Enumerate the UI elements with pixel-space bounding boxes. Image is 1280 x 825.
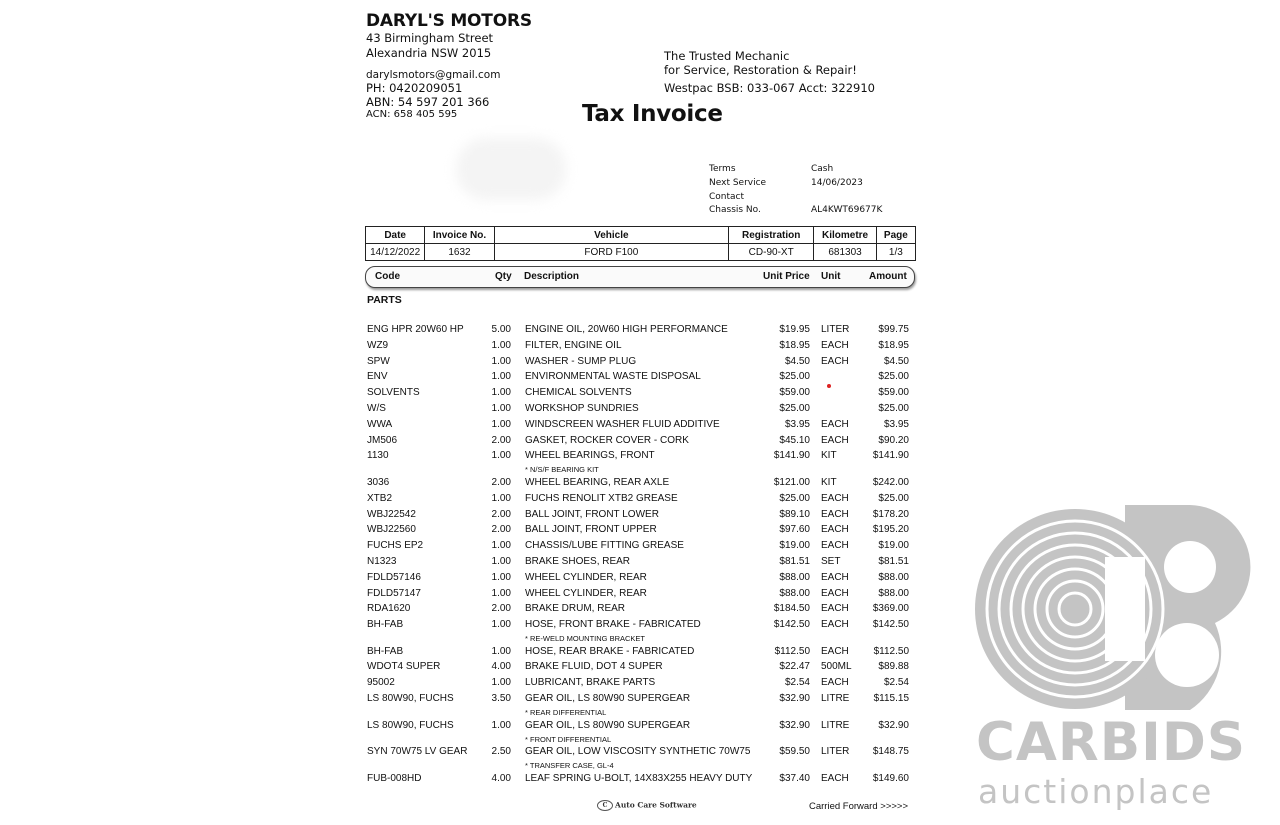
- item-unit: EACH: [821, 339, 849, 351]
- item-unit-price: $59.00: [779, 387, 810, 399]
- item-unit: EACH: [821, 492, 849, 504]
- item-qty: 1.00: [491, 339, 511, 351]
- code-column-header: Code: [375, 271, 400, 282]
- bank-details: Westpac BSB: 033-067 Acct: 322910: [664, 81, 875, 95]
- item-qty: 2.00: [491, 508, 511, 520]
- item-unit-price: $45.10: [779, 434, 810, 446]
- item-unit: EACH: [821, 540, 849, 552]
- item-amount: $178.20: [872, 508, 909, 520]
- red-mark: [827, 384, 831, 388]
- item-unit: EACH: [821, 677, 849, 689]
- item-unit-price: $81.51: [779, 555, 810, 567]
- item-amount: $149.60: [872, 772, 909, 784]
- item-description: BRAKE FLUID, DOT 4 SUPER: [525, 661, 663, 673]
- phone: PH: 0420209051: [366, 81, 463, 95]
- item-code: FDLD57146: [367, 571, 421, 583]
- item-description: GEAR OIL, LS 80W90 SUPERGEAR: [525, 693, 691, 704]
- item-qty: 1.00: [491, 387, 511, 399]
- unit-column-header: Unit: [821, 271, 841, 282]
- item-code: BH-FAB: [367, 645, 404, 657]
- item-code: ENG HPR 20W60 HP: [367, 324, 464, 335]
- item-qty: 1.00: [491, 450, 511, 462]
- item-unit-price: $142.50: [773, 619, 810, 631]
- item-code: 1130: [367, 450, 389, 462]
- address-line-2: Alexandria NSW 2015: [366, 46, 492, 60]
- item-code: FUCHS EP2: [367, 540, 424, 552]
- item-description: CHASSIS/LUBE FITTING GREASE: [525, 540, 684, 552]
- meta-label: Next Service: [709, 178, 767, 188]
- item-unit: LITER: [821, 746, 850, 757]
- item-qty: 1.00: [491, 587, 511, 599]
- item-amount: $369.00: [872, 603, 909, 615]
- item-unit: EACH: [821, 418, 849, 430]
- item-amount: $148.75: [872, 746, 909, 757]
- item-unit-price: $88.00: [779, 571, 810, 583]
- item-code: FUB-008HD: [367, 772, 422, 784]
- abn: ABN: 54 597 201 366: [366, 95, 490, 109]
- item-unit: EACH: [821, 524, 849, 536]
- watermark-brand: CARBIDS: [976, 712, 1247, 773]
- item-code: SPW: [367, 355, 390, 367]
- section-label-parts: PARTS: [367, 294, 402, 306]
- item-amount: $112.50: [873, 645, 909, 657]
- logo-b-lower-counter: [1155, 623, 1219, 687]
- item-code: WDOT4 SUPER: [367, 661, 441, 673]
- vehicle-value: FORD F100: [494, 244, 728, 261]
- item-code: ENV: [367, 371, 388, 383]
- item-unit: LITRE: [821, 719, 850, 731]
- page-header: Page: [876, 227, 915, 244]
- item-qty: 1.00: [491, 540, 511, 552]
- item-unit: LITRE: [821, 693, 850, 704]
- item-unit: EACH: [821, 355, 849, 367]
- item-code: W/S: [367, 403, 386, 414]
- item-description: FILTER, ENGINE OIL: [525, 339, 622, 351]
- item-qty: 3.50: [491, 693, 511, 704]
- item-amount: $25.00: [878, 492, 909, 504]
- item-description: WORKSHOP SUNDRIES: [525, 403, 639, 414]
- item-unit-price: $18.95: [779, 339, 810, 351]
- meta-label: Contact: [709, 192, 745, 202]
- document-title: Tax Invoice: [582, 101, 723, 127]
- invoice-info-table: [365, 226, 916, 261]
- item-unit-price: $121.00: [773, 476, 810, 488]
- item-qty: 2.00: [491, 476, 511, 488]
- item-code: N1323: [367, 555, 397, 567]
- item-description: LEAF SPRING U-BOLT, 14X83X255 HEAVY DUTY: [525, 772, 753, 784]
- item-amount: $242.00: [872, 476, 909, 488]
- item-code: XTB2: [367, 492, 393, 504]
- meta-value: 14/06/2023: [811, 178, 863, 188]
- item-code: WBJ22560: [367, 524, 416, 536]
- tagline-1: The Trusted Mechanic: [664, 49, 790, 63]
- item-unit-price: $25.00: [779, 492, 810, 504]
- item-description: BRAKE SHOES, REAR: [525, 555, 631, 567]
- item-unit: KIT: [821, 476, 837, 488]
- item-code: WBJ22542: [367, 508, 416, 520]
- item-unit-price: $141.90: [773, 450, 810, 462]
- invoice-no-value: 1632: [425, 244, 494, 261]
- amount-column-header: Amount: [869, 271, 907, 282]
- item-unit-price: $89.10: [779, 508, 810, 520]
- item-amount: $18.95: [878, 339, 909, 351]
- item-qty: 1.00: [491, 418, 511, 430]
- item-description: WASHER - SUMP PLUG: [525, 355, 637, 367]
- item-unit-price: $4.50: [784, 355, 810, 367]
- item-description: BALL JOINT, FRONT UPPER: [525, 524, 657, 536]
- item-description: ENGINE OIL, 20W60 HIGH PERFORMANCE: [525, 324, 728, 335]
- item-unit-price: $22.47: [779, 661, 810, 673]
- item-qty: 1.00: [491, 719, 511, 731]
- item-amount: $32.90: [878, 719, 909, 731]
- item-qty: 5.00: [491, 324, 511, 335]
- registration-value: CD-90-XT: [728, 244, 813, 261]
- registration-header: Registration: [728, 227, 813, 244]
- item-qty: 2.00: [491, 603, 511, 615]
- item-amount: $59.00: [878, 387, 909, 399]
- acn: ACN: 658 405 595: [366, 109, 458, 120]
- item-unit-price: $25.00: [779, 371, 810, 383]
- item-amount: $25.00: [878, 371, 909, 383]
- item-amount: $195.20: [872, 524, 909, 536]
- item-code: 3036: [367, 476, 390, 488]
- item-amount: $142.50: [872, 619, 909, 631]
- item-description: WHEEL CYLINDER, REAR: [525, 587, 647, 599]
- qty-column-header: Qty: [495, 271, 512, 282]
- kilometre-value: 681303: [814, 244, 876, 261]
- item-description: WHEEL BEARING, REAR AXLE: [525, 476, 670, 488]
- item-code: FDLD57147: [367, 587, 421, 599]
- item-unit-price: $32.90: [779, 719, 810, 731]
- item-qty: 1.00: [491, 645, 511, 657]
- item-code: JM506: [367, 434, 398, 446]
- item-qty: 4.00: [491, 661, 511, 673]
- item-unit: EACH: [821, 508, 849, 520]
- meta-value: Cash: [811, 164, 834, 174]
- item-qty: 4.00: [491, 772, 511, 784]
- item-qty: 1.00: [491, 677, 511, 689]
- meta-label: Chassis No.: [709, 205, 761, 215]
- item-description: HOSE, FRONT BRAKE - FABRICATED: [525, 619, 701, 631]
- item-description: GEAR OIL, LS 80W90 SUPERGEAR: [525, 719, 691, 731]
- item-unit-price: $32.90: [779, 693, 810, 704]
- item-amount: $4.50: [883, 355, 909, 367]
- page-value: 1/3: [876, 244, 915, 261]
- item-code: 95002: [367, 677, 395, 689]
- email: darylsmotors@gmail.com: [366, 69, 501, 81]
- item-code: SYN 70W75 LV GEAR: [367, 746, 468, 757]
- item-amount: $141.90: [872, 450, 909, 462]
- item-amount: $19.00: [878, 540, 909, 552]
- watermark-subtitle: auctionplace: [978, 772, 1214, 811]
- item-code: SOLVENTS: [367, 387, 420, 399]
- item-description: LUBRICANT, BRAKE PARTS: [525, 677, 656, 689]
- item-unit-price: $19.00: [779, 540, 810, 552]
- item-description: FUCHS RENOLIT XTB2 GREASE: [525, 492, 678, 504]
- item-unit: EACH: [821, 619, 849, 631]
- item-qty: 2.00: [491, 524, 511, 536]
- item-description: CHEMICAL SOLVENTS: [525, 387, 632, 399]
- item-description: BRAKE DRUM, REAR: [525, 603, 626, 615]
- item-unit-price: $59.50: [779, 746, 810, 757]
- item-amount: $90.20: [878, 434, 909, 446]
- item-unit-price: $19.95: [779, 324, 810, 335]
- item-amount: $99.75: [878, 324, 909, 335]
- item-amount: $25.00: [878, 403, 909, 414]
- item-unit: EACH: [821, 603, 849, 615]
- logo-b-upper-counter: [1164, 541, 1216, 593]
- item-amount: $81.51: [878, 555, 909, 567]
- item-unit: EACH: [821, 434, 849, 446]
- item-unit: EACH: [821, 571, 849, 583]
- item-qty: 1.00: [491, 619, 511, 631]
- item-amount: $2.54: [883, 677, 909, 689]
- copyright-mark: C: [597, 800, 613, 811]
- item-unit: EACH: [821, 645, 849, 657]
- item-description: WHEEL CYLINDER, REAR: [525, 571, 647, 583]
- item-qty: 1.00: [491, 355, 511, 367]
- item-unit-price: $97.60: [779, 524, 810, 536]
- item-unit-price: $112.50: [774, 645, 810, 657]
- item-note: * RE-WELD MOUNTING BRACKET: [525, 634, 646, 644]
- item-unit-price: $88.00: [779, 587, 810, 599]
- item-note: * N/S/F BEARING KIT: [525, 465, 599, 475]
- software-logo: [597, 800, 697, 811]
- date-header: Date: [366, 227, 425, 244]
- item-qty: 1.00: [491, 403, 511, 414]
- unit-price-column-header: Unit Price: [763, 271, 810, 282]
- item-qty: 2.00: [491, 434, 511, 446]
- description-column-header: Description: [524, 271, 580, 282]
- item-unit: LITER: [821, 324, 850, 335]
- blurred-logo: [456, 138, 566, 200]
- item-code: LS 80W90, FUCHS: [367, 693, 454, 704]
- item-unit: EACH: [821, 772, 849, 784]
- item-amount: $88.00: [878, 587, 909, 599]
- item-unit: 500ML: [821, 661, 852, 673]
- item-unit: SET: [821, 555, 841, 567]
- logo-c-gap: [1105, 557, 1145, 661]
- item-qty: 1.00: [491, 555, 511, 567]
- vehicle-header: Vehicle: [494, 227, 728, 244]
- item-description: HOSE, REAR BRAKE - FABRICATED: [525, 645, 695, 657]
- item-description: WHEEL BEARINGS, FRONT: [525, 450, 655, 462]
- item-qty: 1.00: [491, 371, 511, 383]
- item-unit-price: $37.40: [779, 772, 810, 784]
- item-code: BH-FAB: [367, 619, 404, 631]
- item-description: WINDSCREEN WASHER FLUID ADDITIVE: [525, 418, 720, 430]
- item-amount: $115.15: [873, 693, 909, 704]
- item-unit-price: $3.95: [784, 418, 810, 430]
- meta-value: AL4KWT69677K: [811, 205, 883, 215]
- item-qty: 1.00: [491, 492, 511, 504]
- item-amount: $88.00: [878, 571, 909, 583]
- carried-forward: Carried Forward >>>>>: [809, 801, 909, 812]
- item-description: ENVIRONMENTAL WASTE DISPOSAL: [525, 371, 701, 383]
- item-unit-price: $184.50: [773, 603, 810, 615]
- kilometre-header: Kilometre: [814, 227, 876, 244]
- address-line-1: 43 Birmingham Street: [366, 31, 494, 45]
- meta-label: Terms: [709, 164, 736, 174]
- tagline-2: for Service, Restoration & Repair!: [664, 63, 857, 77]
- item-unit-price: $25.00: [779, 403, 810, 414]
- item-code: LS 80W90, FUCHS: [367, 719, 454, 731]
- invoice-no-header: Invoice No.: [425, 227, 494, 244]
- item-description: GEAR OIL, LOW VISCOSITY SYNTHETIC 70W75: [525, 746, 751, 757]
- item-note: * FRONT DIFFERENTIAL: [525, 734, 612, 744]
- item-unit-price: $2.54: [784, 677, 810, 689]
- item-qty: 2.50: [491, 746, 511, 757]
- item-qty: 1.00: [491, 571, 511, 583]
- item-code: WZ9: [367, 339, 389, 351]
- item-unit: EACH: [821, 587, 849, 599]
- item-amount: $3.95: [883, 418, 909, 430]
- item-unit: KIT: [821, 450, 837, 462]
- item-description: GASKET, ROCKER COVER - CORK: [525, 434, 689, 446]
- item-note: * TRANSFER CASE, GL-4: [525, 761, 614, 770]
- company-name: DARYL'S MOTORS: [366, 11, 532, 31]
- date-value: 14/12/2022: [366, 244, 425, 261]
- item-note: * REAR DIFFERENTIAL: [525, 708, 607, 717]
- item-amount: $89.88: [878, 661, 909, 673]
- software-name: Auto Care Software: [615, 800, 697, 810]
- item-code: WWA: [367, 418, 393, 430]
- item-code: RDA1620: [367, 603, 411, 615]
- item-description: BALL JOINT, FRONT LOWER: [525, 508, 659, 520]
